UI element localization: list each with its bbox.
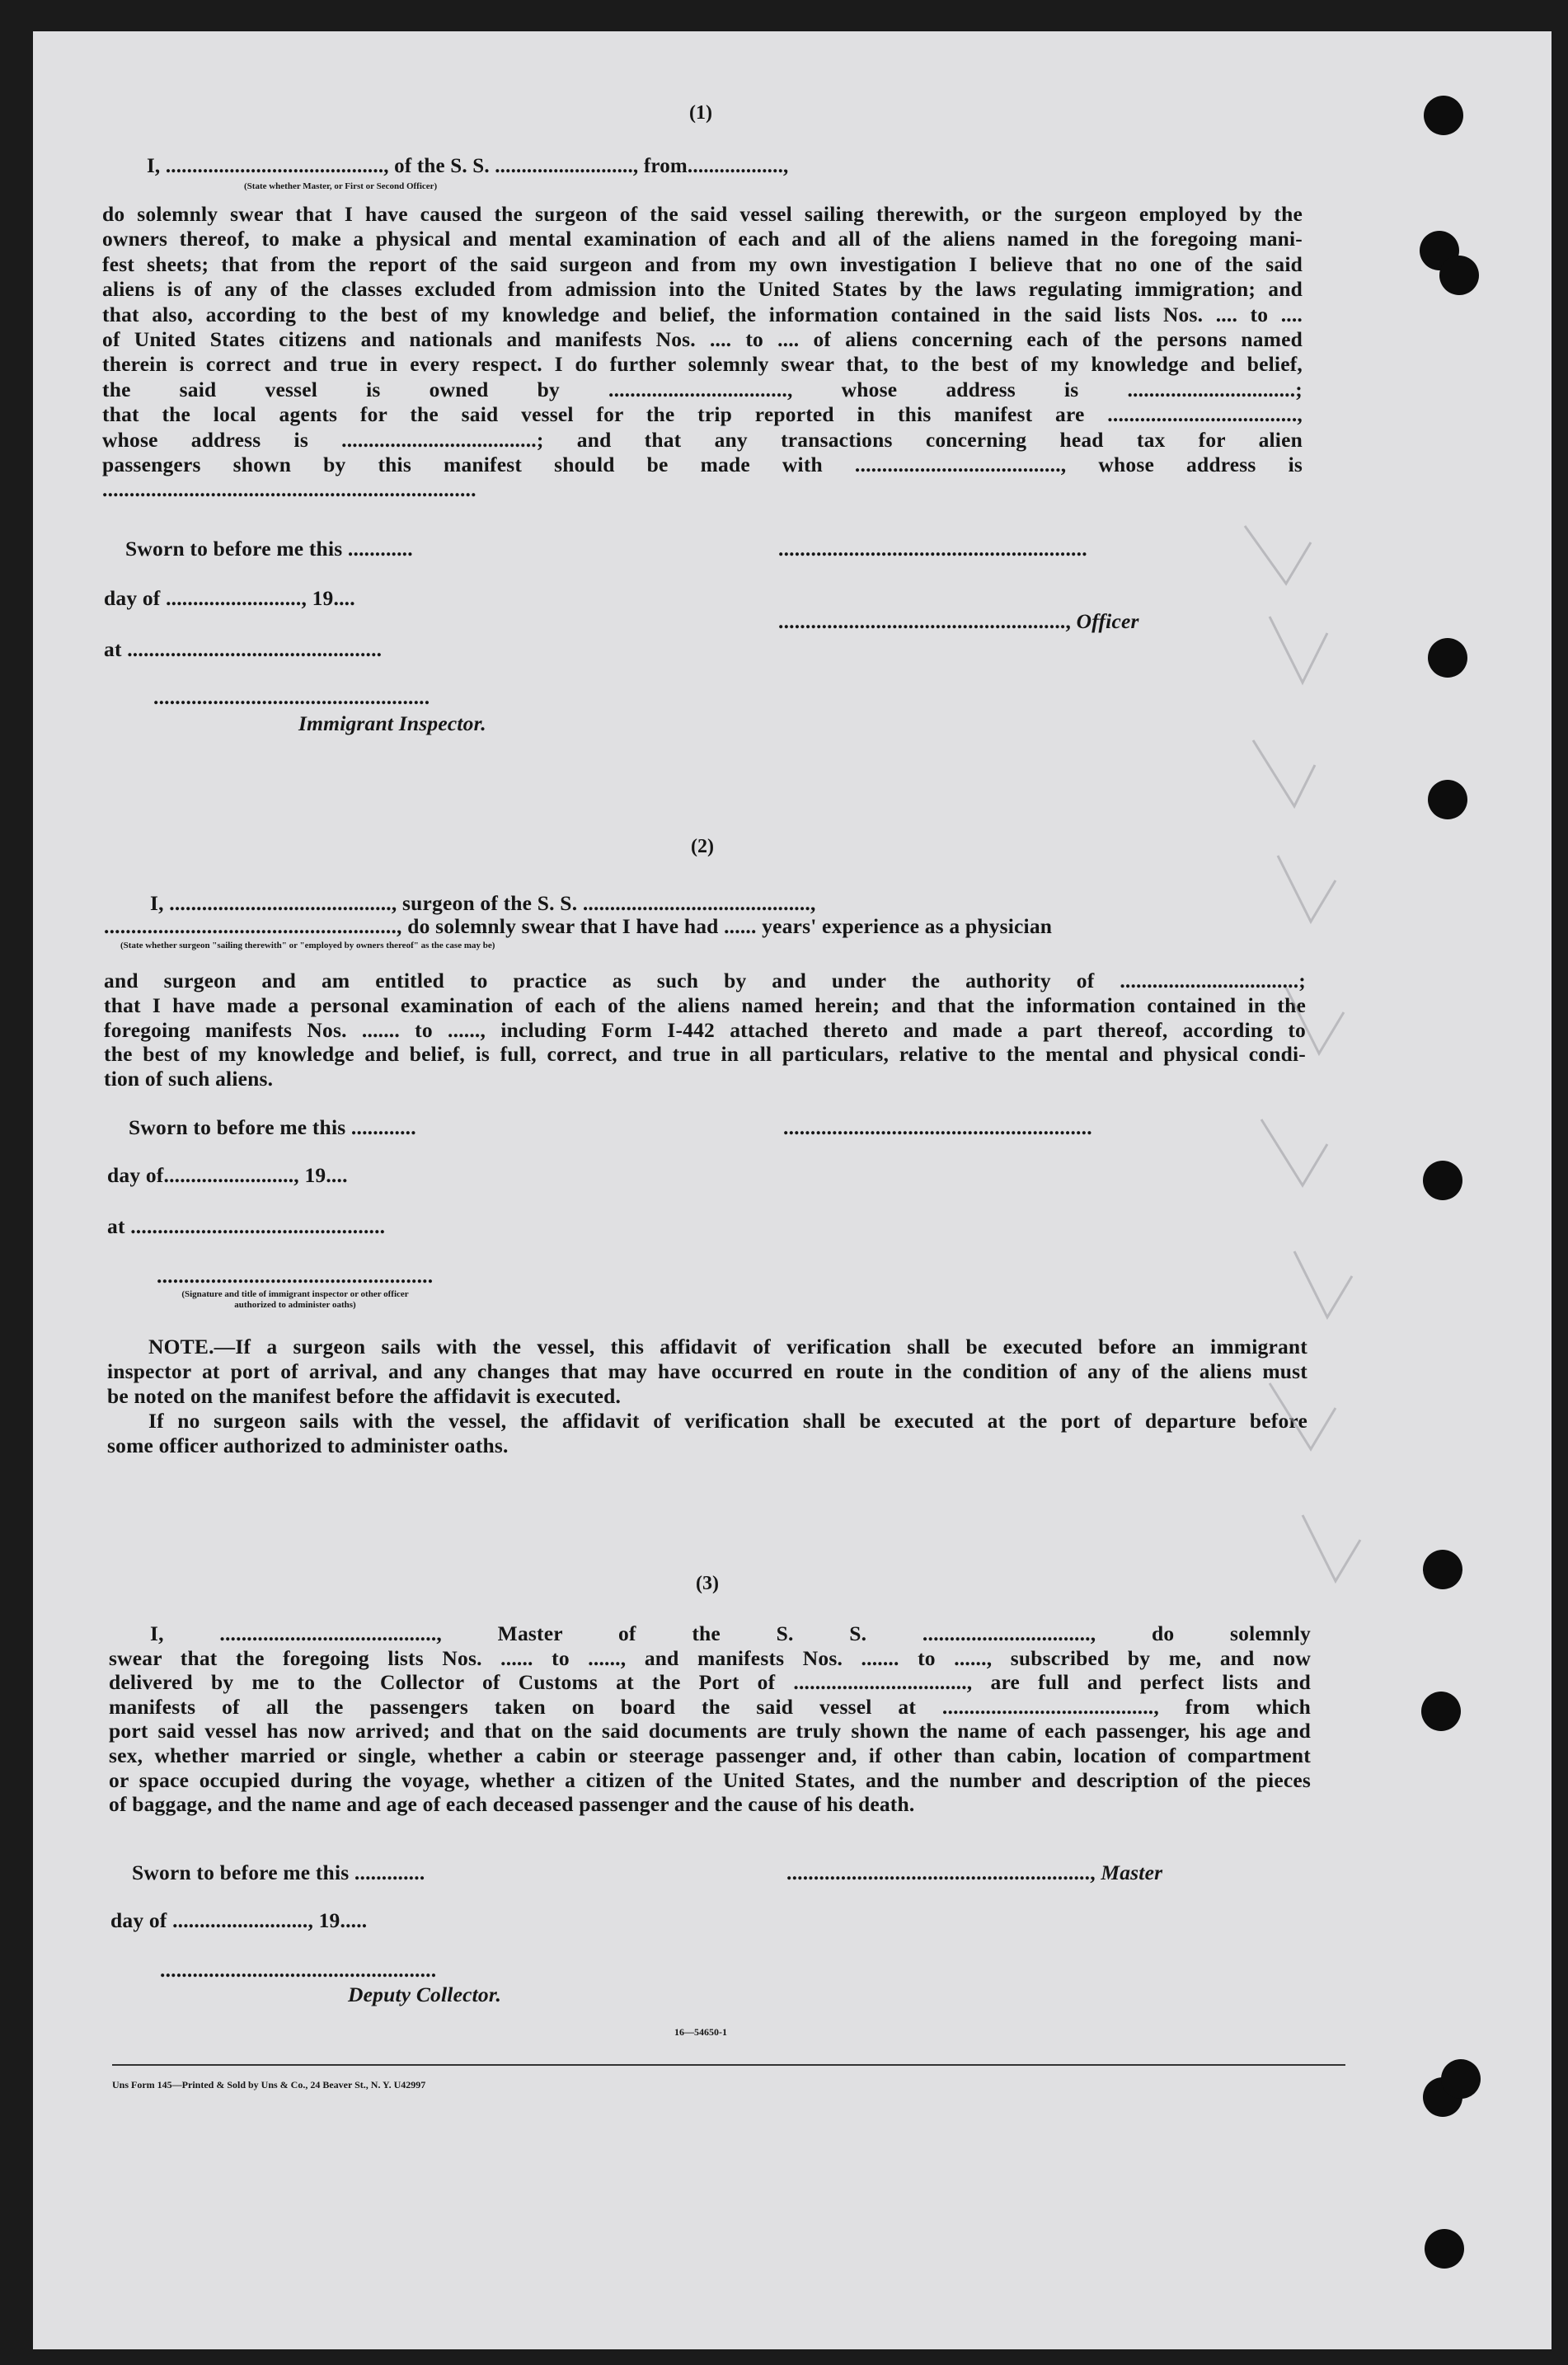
section1-line1: I, ........................................., of the S. S. .........................., from.................., (147, 155, 789, 177)
text-line: aliens is of any of the classes excluded from admission into the United States by the laws regulating immigration; and (102, 277, 1303, 302)
master-line: ........................................................, Master (786, 1861, 1163, 1884)
text-line: manifests of all the passengers taken on board the said vessel at ......................................., from which (109, 1694, 1311, 1719)
collector-title: Deputy Collector. (348, 1983, 502, 2006)
binding-hole (1425, 2229, 1464, 2269)
text-line: delivered by me to the Collector of Customs at the Port of ................................, are full and perfect lists and (109, 1670, 1311, 1695)
text-line: NOTE.—If a surgeon sails with the vessel, this affidavit of verification shall be executed before an immigrant (148, 1335, 1307, 1358)
master-label: Master (1101, 1861, 1163, 1884)
section-number: (3) (696, 1573, 719, 1594)
section-number: (1) (689, 102, 712, 124)
officer-line: ....................................................., Officer (778, 609, 1139, 633)
text-line: foregoing manifests Nos. ....... to ......, including Form I-442 attached thereto and made a part thereof, according to (104, 1017, 1306, 1042)
officer-label: Officer (1076, 609, 1139, 633)
section2-line2: ......................................................, do solemnly swear that I have had ...... years' experience as a physician (104, 914, 1053, 938)
text-line: the best of my knowledge and belief, is full, correct, and true in all particulars, relative to the mental and physical condi- (104, 1042, 1306, 1067)
text-line: or space occupied during the voyage, whether a citizen of the United States, and the number and description of the pieces (109, 1767, 1311, 1792)
text-line: some officer authorized to administer oaths. (107, 1434, 509, 1457)
day-line: day of ........................., 19.... (104, 586, 355, 610)
officer-signature-dots: ................................................... (157, 1264, 434, 1288)
text-line: tion of such aliens. (104, 1067, 274, 1091)
at-line: at ............................................... (107, 1214, 386, 1238)
signature-dots: ......................................................... (778, 537, 1087, 561)
text-line: owners thereof, to make a physical and mental examination of each and all of the aliens named in the foregoing mani- (102, 227, 1303, 251)
text-line: If no surgeon sails with the vessel, the affidavit of verification shall be executed at the port of departure before (148, 1409, 1307, 1433)
text-line: port said vessel has now arrived; and that on the said documents are truly shown the name of each passenger, his age and (109, 1719, 1311, 1743)
text-line: that I have made a personal examination of each of the aliens named herein; and that the information contained in the (104, 992, 1306, 1017)
binding-hole (1439, 256, 1479, 295)
text-line: of United States citizens and nationals and manifests Nos. .... to .... of aliens concerning each of the persons named (102, 327, 1303, 351)
section-number: (2) (691, 836, 714, 857)
binding-hole (1423, 1550, 1462, 1589)
text-line: swear that the foregoing lists Nos. ...... to ......, and manifests Nos. ....... to ......, subscribed by me, and now (109, 1645, 1311, 1670)
binding-hole (1424, 96, 1463, 135)
form-code: 16—54650-1 (674, 2026, 727, 2038)
text-line: that the local agents for the said vessel for the trip reported in this manifest are ..................................., (102, 402, 1303, 427)
signature-dots: ......................................................... (783, 1115, 1092, 1139)
inspector-signature-dots: ................................................... (153, 685, 430, 709)
text-line: and surgeon and am entitled to practice as such by and under the authority of .................................; (104, 969, 1306, 992)
text-line: inspector at port of arrival, and any changes that may have occurred en route in the condition of any of the aliens must (107, 1359, 1307, 1383)
inspector-title: Immigrant Inspector. (298, 711, 486, 735)
printer-footer: Uns Form 145—Printed & Sold by Uns & Co., 24 Beaver St., N. Y. U42997 (112, 2079, 426, 2090)
day-line: day of........................, 19.... (107, 1163, 348, 1187)
text-line: that also, according to the best of my knowledge and belief, the information contained in the said lists Nos. .... to .... (102, 302, 1303, 326)
section1-caption: (State whether Master, or First or Second Officer) (244, 181, 438, 191)
collector-signature-dots: ................................................... (160, 1958, 437, 1982)
text-line: passengers shown by this manifest should be made with ......................................, whose address is (102, 453, 1303, 476)
footer-rule (112, 2064, 1345, 2066)
text-line: be noted on the manifest before the affidavit is executed. (107, 1384, 622, 1408)
text-line: I, ........................................, Master of the S. S. ..............................., do solemnly (150, 1621, 1311, 1645)
manifest-affidavit-page (33, 31, 1552, 2349)
at-line: at ............................................... (104, 637, 383, 661)
binding-hole (1428, 780, 1467, 819)
sworn-line: Sworn to before me this ............. (132, 1861, 425, 1884)
binding-hole (1421, 1692, 1461, 1731)
section2-line1: I, ........................................., surgeon of the S. S. .........................................., (150, 891, 816, 915)
text-line: sex, whether married or single, whether a cabin or steerage passenger and, if other than cabin, location of compartment (109, 1743, 1311, 1767)
binding-hole (1441, 2059, 1481, 2099)
sworn-line: Sworn to before me this ............ (125, 537, 413, 561)
sworn-line: Sworn to before me this ............ (129, 1115, 416, 1139)
signature-caption: (Signature and title of immigrant inspector or other officer authorized to administer oaths) (181, 1289, 409, 1310)
pencil-tick-marks (1237, 493, 1385, 1894)
text-line: of baggage, and the name and age of each deceased passenger and the cause of his death. (109, 1792, 915, 1817)
text-line: ..................................................................... (102, 477, 477, 502)
binding-hole (1428, 638, 1467, 678)
text-line: whose address is ....................................; and that any transactions concerning head tax for alien (102, 427, 1303, 452)
day-line: day of ........................., 19..... (110, 1908, 368, 1932)
section2-caption: (State whether surgeon "sailing therewith" or "employed by owners thereof" as the case may be) (120, 941, 495, 950)
text-line: fest sheets; that from the report of the said surgeon and from my own investigation I believe that no one of the said (102, 251, 1303, 276)
text-line: do solemnly swear that I have caused the surgeon of the said vessel sailing therewith, or the surgeon employed by the (102, 202, 1303, 226)
text-line: the said vessel is owned by ................................., whose address is ...............................; (102, 377, 1303, 401)
binding-hole (1423, 1161, 1462, 1200)
text-line: therein is correct and true in every respect. I do further solemnly swear that, to the best of my knowledge and belief, (102, 352, 1303, 377)
